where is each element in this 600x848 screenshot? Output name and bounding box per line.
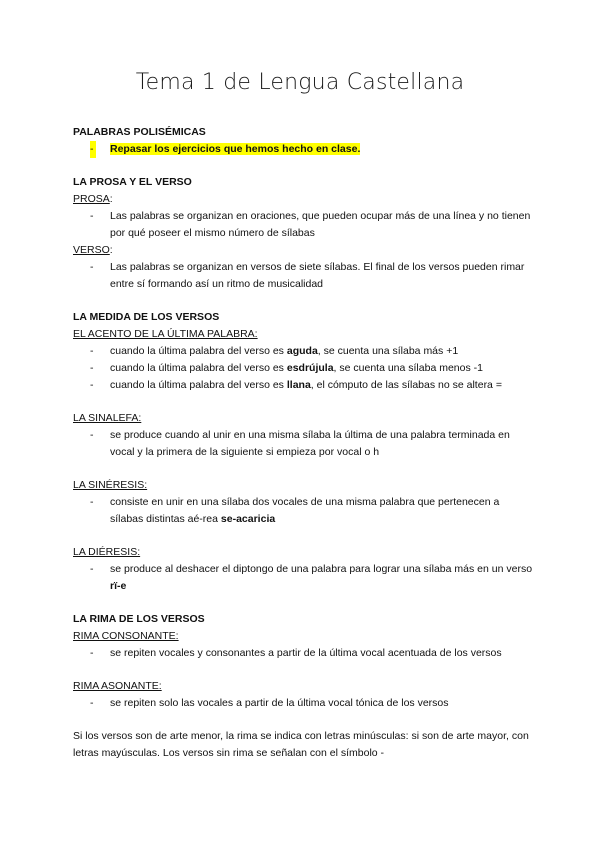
- heading-prosa-verso: LA PROSA Y EL VERSO: [73, 176, 192, 188]
- list-item: - cuando la última palabra del verso es esdrújula, se cuenta una sílaba menos -1: [73, 360, 533, 377]
- list-dash: -: [90, 210, 94, 222]
- list-dash: -: [90, 429, 94, 441]
- list-item: - consiste en unir en una sílaba dos vocales de una misma palabra que pertenecen a sílabas distintas aé-rea se-acaricia: [90, 496, 500, 525]
- document-title: Tema 1 de Lengua Castellana: [135, 70, 465, 95]
- list-item-text: se produce cuando al unir en una misma sílaba la última de una palabra terminada en vocal y la primera de la siguiente si empieza por vocal o h: [110, 429, 510, 458]
- list-item: [73, 141, 533, 158]
- list-item: [73, 259, 533, 293]
- document-body: [73, 124, 533, 762]
- list-item-text: Las palabras se organizan en oraciones, que pueden ocupar más de una línea y no tienen por qué poseer el mismo número de sílabas: [110, 210, 531, 239]
- subheading-sineresis: LA SINÉRESIS:: [73, 479, 148, 491]
- subheading-acento: EL ACENTO DE LA ÚLTIMA PALABRA:: [73, 328, 258, 340]
- subheading-dieresis: LA DIÉRESIS:: [73, 546, 141, 558]
- list-item: [73, 645, 533, 662]
- list-item: - cuando la última palabra del verso es aguda, se cuenta una sílaba más +1: [73, 343, 533, 360]
- list-dash: -: [90, 697, 94, 709]
- list-dash: -: [90, 362, 94, 374]
- list-dash: -: [90, 563, 94, 575]
- heading-medida-versos: LA MEDIDA DE LOS VERSOS: [73, 311, 220, 323]
- list-dash: -: [90, 141, 96, 158]
- subheading-rima-consonante: RIMA CONSONANTE:: [73, 630, 179, 642]
- list-item-text: Las palabras se organizan en versos de siete sílabas. El final de los versos pueden rimar entre sí formando así un ritmo de musicalidad: [110, 261, 525, 290]
- subheading-verso: VERSO:: [73, 244, 113, 256]
- list-item: - cuando la última palabra del verso es llana, el cómputo de las sílabas no se altera =: [73, 377, 533, 394]
- subheading-rima-asonante: RIMA ASONANTE:: [73, 680, 162, 692]
- list-item: [73, 208, 533, 242]
- list-item: [73, 427, 533, 461]
- list-dash: -: [90, 345, 94, 357]
- list-dash: -: [90, 496, 94, 508]
- subheading-prosa: PROSA:: [73, 193, 113, 205]
- list-dash: -: [90, 379, 94, 391]
- list-dash: -: [90, 261, 94, 273]
- highlighted-text: Repasar los ejercicios que hemos hecho en clase.: [110, 143, 361, 155]
- subheading-sinalefa: LA SINALEFA:: [73, 412, 142, 424]
- list-item-text: se repiten solo las vocales a partir de la última vocal tónica de los versos: [110, 697, 449, 709]
- heading-rima-versos: LA RIMA DE LOS VERSOS: [73, 613, 205, 625]
- heading-palabras-polisemicas: PALABRAS POLISÉMICAS: [73, 126, 206, 138]
- closing-paragraph: Si los versos son de arte menor, la rima se indica con letras minúsculas: si son de arte mayor, con letras mayúsculas. Los versos sin rima se señalan con el símbolo -: [73, 730, 529, 759]
- list-item: [73, 695, 533, 712]
- list-dash: -: [90, 647, 94, 659]
- list-item-text: se repiten vocales y consonantes a partir de la última vocal acentuada de los versos: [110, 647, 502, 659]
- list-item: - se produce al deshacer el diptongo de una palabra para lograr una sílaba más en un verso rï-e: [90, 563, 533, 592]
